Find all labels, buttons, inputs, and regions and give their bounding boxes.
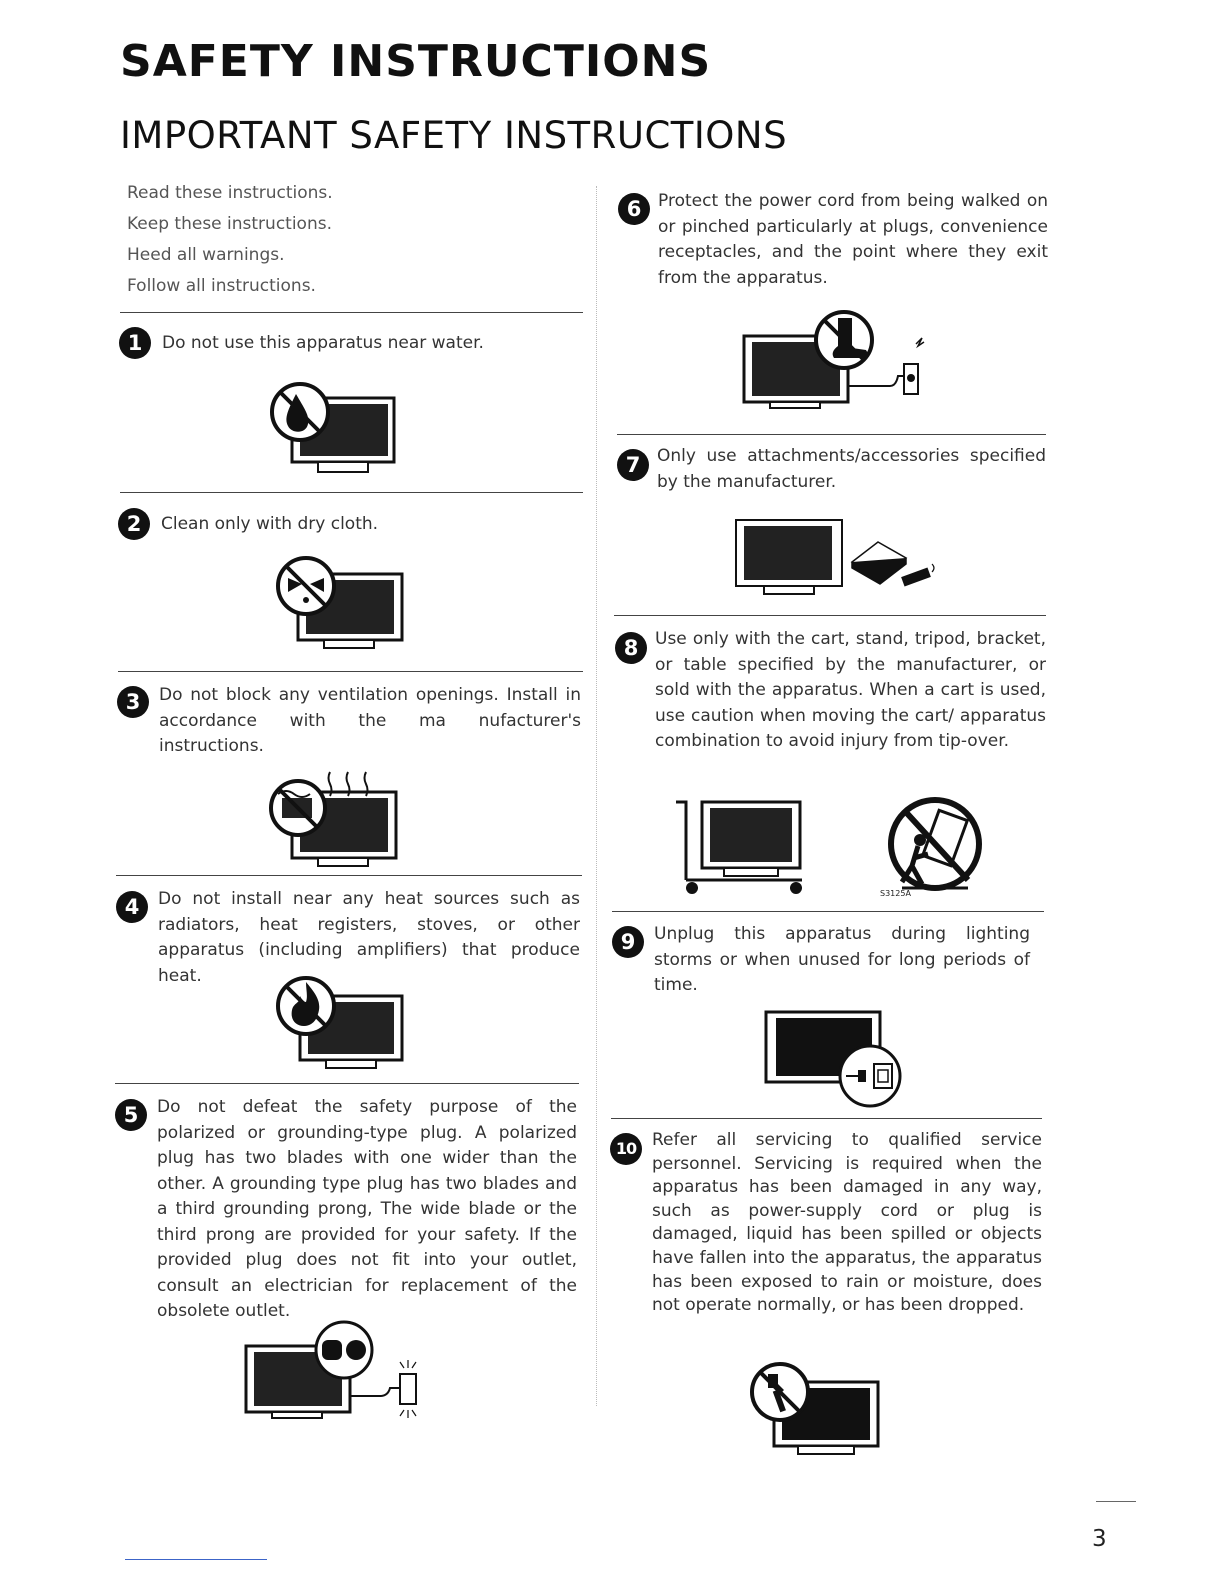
intro-line: Read these instructions. — [127, 183, 333, 203]
item-number-badge: 8 — [615, 632, 647, 664]
item-number-badge: 10 — [610, 1133, 642, 1165]
section-divider — [116, 875, 582, 876]
tv-no-self-service-icon — [744, 1360, 884, 1456]
tv-polarized-plug-icon — [240, 1316, 430, 1420]
item-text: Do not block any ventilation openings. Install in accordance with the ma nufacturer's instructions. — [159, 685, 581, 756]
page-subtitle: IMPORTANT SAFETY INSTRUCTIONS — [120, 114, 788, 157]
item-text: Do not install near any heat sources such as radiators, heat registers, stoves, or other apparatus (including amplifiers) that produce heat. — [158, 889, 580, 986]
symbol-code: S3125A — [880, 889, 911, 898]
tv-cart-icon — [672, 796, 812, 900]
item-number-badge: 3 — [117, 686, 149, 718]
item-text: Protect the power cord from being walked on or pinched particularly at plugs, convenience receptacles, and the point where they exit from the apparatus. — [658, 191, 1048, 288]
tv-no-blocked-vent-icon — [266, 768, 402, 868]
item-number-badge: 9 — [612, 926, 644, 958]
column-divider — [596, 186, 597, 1406]
item-number-badge: 7 — [617, 449, 649, 481]
page-title: SAFETY INSTRUCTIONS — [120, 36, 712, 87]
intro-line: Keep these instructions. — [127, 214, 332, 234]
item-text: Clean only with dry cloth. — [161, 514, 379, 534]
item-number-badge: 4 — [116, 891, 148, 923]
section-divider — [612, 911, 1044, 912]
item-text: Do not use this apparatus near water. — [162, 333, 484, 353]
section-divider — [118, 671, 583, 672]
section-divider — [120, 312, 583, 313]
item-text: Use only with the cart, stand, tripod, bracket, or table specified by the manufacturer, or sold with the apparatus. When a cart is used, use caution when moving the cart/ apparatus combination to avoid injury from tip-over. — [655, 629, 1046, 751]
cart-tipover-warning-icon — [882, 796, 988, 896]
page-number: 3 — [1092, 1526, 1107, 1552]
section-divider — [614, 615, 1046, 616]
section-divider — [120, 492, 583, 493]
section-divider — [611, 1118, 1042, 1119]
item-text: Only use attachments/accessories specified by the manufacturer. — [657, 446, 1046, 492]
footer-rule — [1096, 1501, 1136, 1502]
item-number-badge: 6 — [618, 193, 650, 225]
section-divider — [617, 434, 1046, 435]
item-text: Unplug this apparatus during lighting storms or when unused for long periods of time. — [654, 924, 1030, 995]
tv-accessories-icon — [734, 518, 944, 598]
item-text: Refer all servicing to qualified service personnel. Servicing is required when the apparatus has been damaged in any way, such as power-supply cord or plug is damaged, liquid has been spilled or objects have fallen into the apparatus, the apparatus has been exposed to rain or moisture, does not operate normally, or has been dropped. — [652, 1130, 1042, 1316]
tv-unplug-icon — [762, 1010, 904, 1110]
section-divider — [115, 1083, 579, 1084]
intro-line: Follow all instructions. — [127, 276, 316, 296]
item-text: Do not defeat the safety purpose of the polarized or grounding-type plug. A polarized plug has two blades with one wider than the other. A grounding type plug has two blades and a third grounding prong, The wide blade or the third prong are provided for your safety. If the provided plug does not fit into your outlet, consult an electrician for replacement of the obsolete outlet. — [157, 1097, 577, 1321]
intro-list — [127, 178, 333, 302]
tv-no-step-cord-icon — [740, 306, 940, 412]
item-number-badge: 1 — [119, 327, 151, 359]
tv-no-wet-cloth-icon — [272, 552, 408, 652]
tv-no-heat-icon — [272, 972, 408, 1072]
item-number-badge: 5 — [115, 1099, 147, 1131]
tv-no-water-icon — [266, 380, 402, 476]
footer-blue-rule — [125, 1559, 267, 1560]
intro-line: Heed all warnings. — [127, 245, 285, 265]
item-number-badge: 2 — [118, 508, 150, 540]
